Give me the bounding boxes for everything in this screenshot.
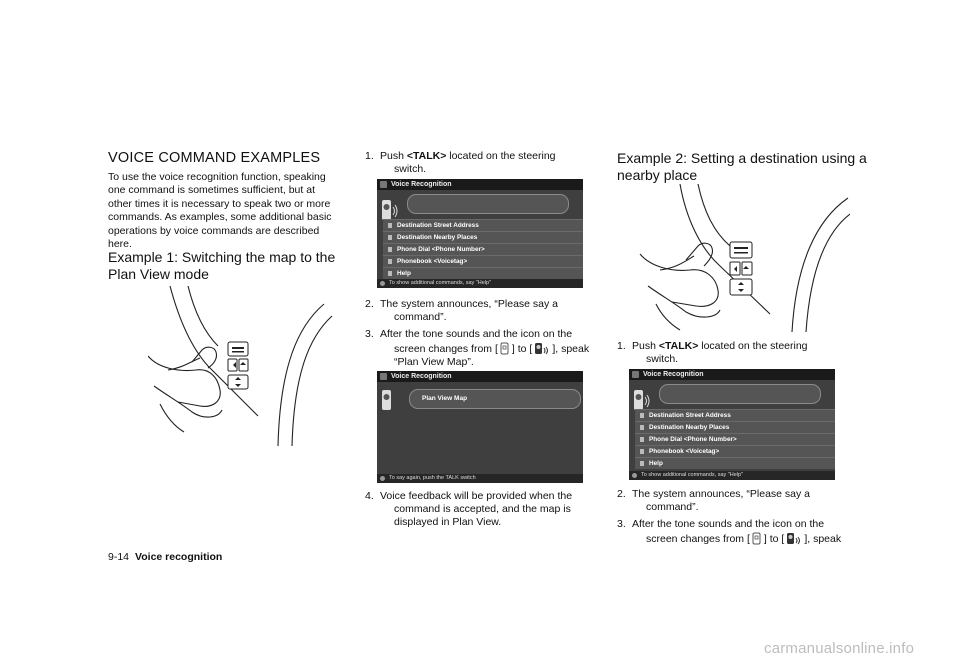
steering-switch-illustration	[620, 184, 850, 332]
step-number: 1.	[365, 150, 374, 162]
step-text-cont: command”.	[646, 501, 699, 513]
voice-recognition-screen	[377, 179, 583, 288]
step-text: The system announces, “Please say a	[380, 298, 559, 310]
screen-title: Voice Recognition	[643, 371, 704, 378]
intro-paragraph	[108, 171, 343, 251]
step-3	[617, 518, 853, 548]
step-text-part: Push	[380, 150, 407, 162]
step-text-part: Push	[632, 340, 659, 352]
command-list-item[interactable]: Phone Dial <Phone Number>	[383, 243, 583, 255]
step-1	[365, 150, 601, 178]
hint-text: To show additional commands, say "Help"	[641, 472, 744, 478]
command-list-item[interactable]: Help	[635, 457, 835, 469]
hint-icon	[380, 476, 385, 481]
screen-title-bar	[377, 371, 583, 382]
section-heading: VOICE COMMAND EXAMPLES	[108, 150, 321, 166]
command-list-item[interactable]: Phone Dial <Phone Number>	[635, 433, 835, 445]
step-text-cont: command is accepted, and the map is	[394, 503, 571, 515]
voice-listening-icon	[786, 532, 802, 545]
step-number: 2.	[617, 488, 626, 500]
intro-line: other times it is necessary to speak two or more	[108, 197, 331, 210]
voice-listening-icon	[534, 342, 550, 355]
menu-icon	[380, 181, 387, 188]
step-number: 2.	[365, 298, 374, 310]
step-2	[617, 488, 853, 516]
example2-heading-line: Example 2: Setting a destination using a	[617, 150, 867, 166]
example2-heading-line: nearby place	[617, 167, 698, 183]
talk-switch-label: <TALK>	[406, 150, 447, 162]
step-text: The system announces, “Please say a	[632, 488, 811, 500]
voice-idle-icon	[752, 532, 762, 545]
intro-line: To use the voice recognition function, speaking	[108, 171, 326, 183]
step-1	[617, 340, 853, 368]
step-text-part: screen changes from [	[646, 533, 750, 545]
step-text: After the tone sounds and the icon on the	[632, 518, 825, 530]
step-text-cont	[394, 342, 601, 356]
step-text-cont: “Plan View Map”.	[394, 356, 474, 368]
step-text-part: located on the steering	[698, 340, 808, 352]
step-text-part: ] to [	[511, 343, 533, 355]
talk-switch-label: <TALK>	[658, 340, 699, 352]
command-list-item[interactable]: Destination Street Address	[383, 219, 583, 231]
step-2	[365, 298, 601, 326]
step-text: After the tone sounds and the icon on the	[380, 328, 573, 340]
voice-command-icon	[381, 389, 399, 413]
plan-view-result-screen	[377, 371, 583, 483]
step-text-cont: switch.	[394, 163, 427, 175]
intro-line: one command is sometimes sufficient, but at	[108, 184, 315, 197]
example1-heading-line: Example 1: Switching the map to the	[108, 249, 336, 265]
command-list-item[interactable]: Destination Nearby Places	[635, 421, 835, 433]
step-text-part: ], speak	[804, 533, 842, 545]
example1-heading	[108, 249, 335, 283]
hint-icon	[632, 473, 637, 478]
page-footer	[108, 551, 222, 563]
hint-icon	[380, 281, 385, 286]
step-number: 3.	[617, 518, 626, 530]
command-list-item[interactable]: Phonebook <Voicetag>	[383, 255, 583, 267]
recognized-command-field: Plan View Map	[409, 389, 581, 409]
section-name: Voice recognition	[135, 551, 223, 563]
intro-line: here.	[108, 238, 132, 251]
page-number: 9-14	[108, 551, 130, 563]
step-text-cont	[646, 532, 853, 546]
screen-title: Voice Recognition	[391, 373, 452, 380]
screen-title-bar	[377, 179, 583, 190]
voice-input-field	[659, 384, 821, 404]
command-list-item[interactable]: Destination Street Address	[635, 409, 835, 421]
screen-title-bar	[629, 369, 835, 380]
intro-line: commands. As examples, some additional basic	[108, 211, 332, 224]
example1-heading-line: Plan View mode	[108, 266, 209, 282]
screen-footer-hint	[377, 279, 583, 288]
step-text	[380, 150, 601, 163]
step-text: Voice feedback will be provided when the	[380, 490, 573, 502]
screen-footer-hint	[377, 474, 583, 483]
step-number: 3.	[365, 328, 374, 340]
example2-heading	[617, 150, 867, 184]
voice-input-field	[407, 194, 569, 214]
menu-icon	[632, 371, 639, 378]
hint-text: To say again, push the TALK switch	[389, 475, 476, 481]
step-3	[365, 328, 601, 370]
step-text-cont: switch.	[646, 353, 679, 365]
command-list-item[interactable]: Phonebook <Voicetag>	[635, 445, 835, 457]
step-text	[632, 340, 853, 353]
step-text-cont: displayed in Plan View.	[394, 516, 502, 528]
command-list-item[interactable]: Help	[383, 267, 583, 279]
step-text-part: ], speak	[552, 343, 590, 355]
hint-text: To show additional commands, say "Help"	[389, 280, 492, 286]
screen-title: Voice Recognition	[391, 181, 452, 188]
step-number: 4.	[365, 490, 374, 502]
step-4	[365, 490, 601, 532]
step-number: 1.	[617, 340, 626, 352]
voice-idle-icon	[500, 342, 510, 355]
menu-icon	[380, 373, 387, 380]
screen-footer-hint	[629, 471, 835, 480]
voice-recognition-screen	[629, 369, 835, 480]
command-list-item[interactable]: Destination Nearby Places	[383, 231, 583, 243]
step-text-part: screen changes from [	[394, 343, 498, 355]
step-text-part: located on the steering	[446, 150, 556, 162]
watermark: carmanualsonline.info	[764, 640, 915, 657]
intro-line: operations by voice commands are described	[108, 224, 320, 237]
step-text-cont: command”.	[394, 311, 447, 323]
steering-switch-illustration	[148, 286, 333, 446]
step-text-part: ] to [	[763, 533, 785, 545]
